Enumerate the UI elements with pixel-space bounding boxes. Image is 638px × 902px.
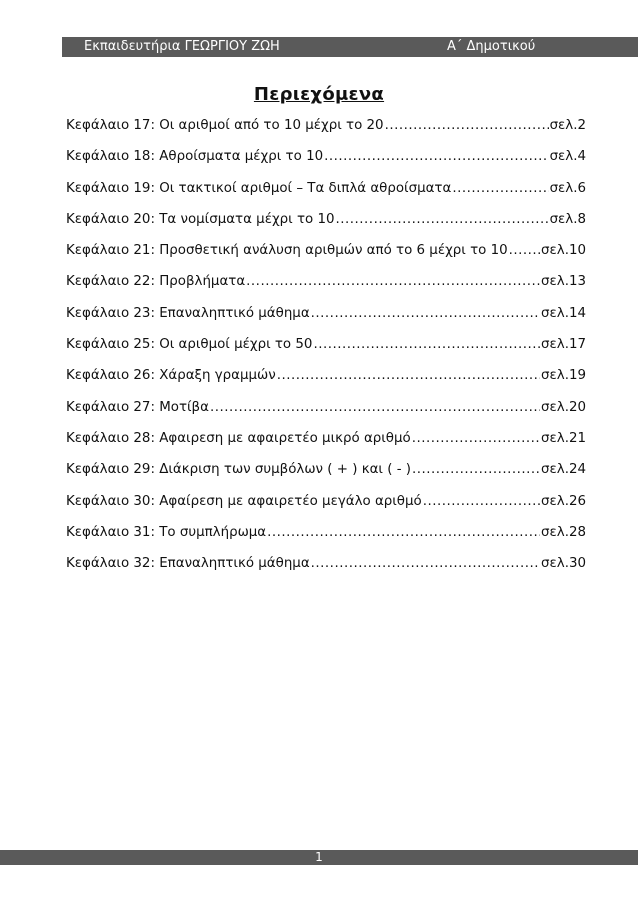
toc-dot-leader [277,368,540,383]
toc-entry-page: σελ.6 [549,180,586,196]
toc-entry [66,462,586,493]
toc-dot-leader [311,556,540,571]
toc-entry [66,118,586,149]
toc-entry-title: Κεφάλαιο 26: Χάραξη γραμμών [66,368,276,384]
toc-entry [66,368,586,399]
toc-entry-page: σελ.24 [541,462,586,478]
toc-entry [66,212,586,243]
toc-dot-leader [313,337,540,352]
toc-dot-leader [336,212,549,227]
table-of-contents [66,118,586,587]
toc-dot-leader [311,306,540,321]
toc-entry-title: Κεφάλαιο 30: Αφαίρεση με αφαιρετέο μεγάλο αριθμό [66,493,422,509]
toc-entry [66,400,586,431]
toc-entry [66,274,586,305]
toc-entry-title: Κεφάλαιο 32: Επαναληπτικό μάθημα [66,556,310,572]
toc-entry-title: Κεφάλαιο 23: Επαναληπτικό μάθημα [66,305,310,321]
toc-entry-page: σελ.17 [541,337,586,353]
toc-entry [66,149,586,180]
toc-entry [66,494,586,525]
toc-entry-page: σελ.14 [541,305,586,321]
toc-entry-title: Κεφάλαιο 17: Οι αριθμοί από το 10 μέχρι το 20 [66,118,384,133]
toc-dot-leader [412,431,540,446]
page-title: Περιεχόμενα [253,84,385,105]
toc-entry [66,337,586,368]
toc-entry-title: Κεφάλαιο 28: Αφαιρεση με αφαιρετέο μικρό αριθμό [66,430,411,446]
toc-entry [66,243,586,274]
toc-entry-page: σελ.21 [541,430,586,446]
school-name: Εκπαιδευτήρια ΓΕΩΡΓΙΟΥ ΖΩΗ [84,39,280,54]
toc-entry-title: Κεφάλαιο 21: Προσθετική ανάλυση αριθμών από το 6 μέχρι το 10 [66,243,508,259]
toc-dot-leader [385,118,549,133]
page-number: 1 [315,850,323,864]
toc-entry-page: σελ.10 [541,243,586,259]
toc-entry [66,181,586,212]
toc-entry-page: σελ.26 [541,493,586,509]
toc-dot-leader [324,149,548,164]
toc-entry [66,431,586,462]
toc-entry-page: σελ.8 [549,211,586,227]
toc-entry-title: Κεφάλαιο 25: Οι αριθμοί μέχρι το 50 [66,337,313,353]
toc-dot-leader [423,494,540,509]
page-header [62,37,638,57]
toc-dot-leader [452,181,548,196]
toc-entry-page: σελ.13 [541,274,586,290]
toc-dot-leader [412,462,540,477]
toc-entry-page: σελ.4 [549,149,586,165]
toc-entry [66,525,586,556]
toc-entry [66,306,586,337]
toc-entry-title: Κεφάλαιο 18: Αθροίσματα μέχρι το 10 [66,149,324,165]
toc-entry-title: Κεφάλαιο 22: Προβλήματα [66,274,246,290]
toc-entry-title: Κεφάλαιο 27: Μοτίβα [66,399,209,415]
toc-dot-leader [246,274,540,289]
grade-label: Α΄ Δημοτικού [447,39,536,54]
toc-entry-page: σελ.19 [541,368,586,384]
toc-entry-title: Κεφάλαιο 31: Το συμπλήρωμα [66,524,267,540]
toc-entry-title: Κεφάλαιο 19: Οι τακτικοί αριθμοί – Τα διπλά αθροίσματα [66,180,452,196]
page-footer [0,850,638,865]
toc-dot-leader [267,525,540,540]
toc-entry-page: σελ.28 [541,524,586,540]
toc-entry-page: σελ.2 [549,118,586,133]
toc-dot-leader [509,243,540,258]
toc-entry [66,556,586,587]
toc-entry-title: Κεφάλαιο 20: Τα νομίσματα μέχρι το 10 [66,211,335,227]
toc-entry-page: σελ.30 [541,556,586,572]
toc-entry-page: σελ.20 [541,399,586,415]
toc-entry-title: Κεφάλαιο 29: Διάκριση των συμβόλων ( + ) και ( - ) [66,462,412,478]
toc-dot-leader [210,400,540,415]
